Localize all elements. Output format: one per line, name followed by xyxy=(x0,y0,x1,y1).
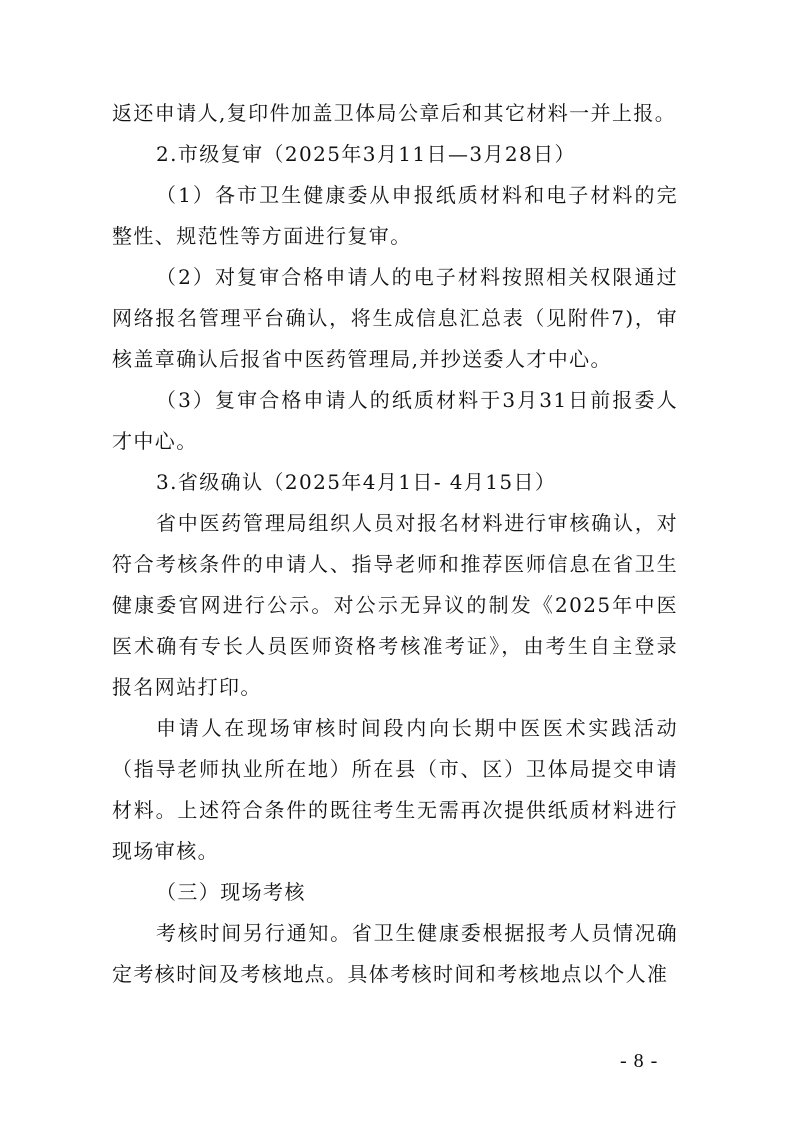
paragraph-item-1: （1）各市卫生健康委从申报纸质材料和电子材料的完整性、规范性等方面进行复审。 xyxy=(112,183,678,248)
paragraph-item-3: （3）复审合格申请人的纸质材料于3月31日前报委人才中心。 xyxy=(112,388,678,453)
section-heading-city-review: 2.市级复审（2025年3月11日—3月28日） xyxy=(156,142,576,166)
page-number: - 8 - xyxy=(620,1050,659,1072)
section-heading-province-confirm: 3.省级确认（2025年4月1日- 4月15日） xyxy=(156,470,557,494)
document-body xyxy=(112,93,678,995)
paragraph-continuation: 返还申请人,复印件加盖卫体局公章后和其它材料一并上报。 xyxy=(112,101,677,125)
paragraph-assessment-time: 考核时间另行通知。省卫生健康委根据报考人员情况确定考核时间及考核地点。具体考核时间和考核地点以个人准 xyxy=(112,921,678,986)
paragraph-applicant-submission: 申请人在现场审核时间段内向长期中医医术实践活动（指导老师执业所在地）所在县（市、区）卫体局提交申请材料。上述符合条件的既往考生无需再次提供纸质材料进行现场审核。 xyxy=(112,716,678,863)
section-heading-onsite-assessment: （三）现场考核 xyxy=(156,880,306,904)
paragraph-province-confirm: 省中医药管理局组织人员对报名材料进行审核确认，对符合考核条件的申请人、指导老师和推荐医师信息在省卫生健康委官网进行公示。对公示无异议的制发《2025年中医医术确有专长人员医师资格考核准考证》，由考生自主登录报名网站打印。 xyxy=(112,511,678,699)
paragraph-item-2: （2）对复审合格申请人的电子材料按照相关权限通过网络报名管理平台确认，将生成信息汇总表（见附件7)，审核盖章确认后报省中医药管理局,并抄送委人才中心。 xyxy=(112,265,678,371)
